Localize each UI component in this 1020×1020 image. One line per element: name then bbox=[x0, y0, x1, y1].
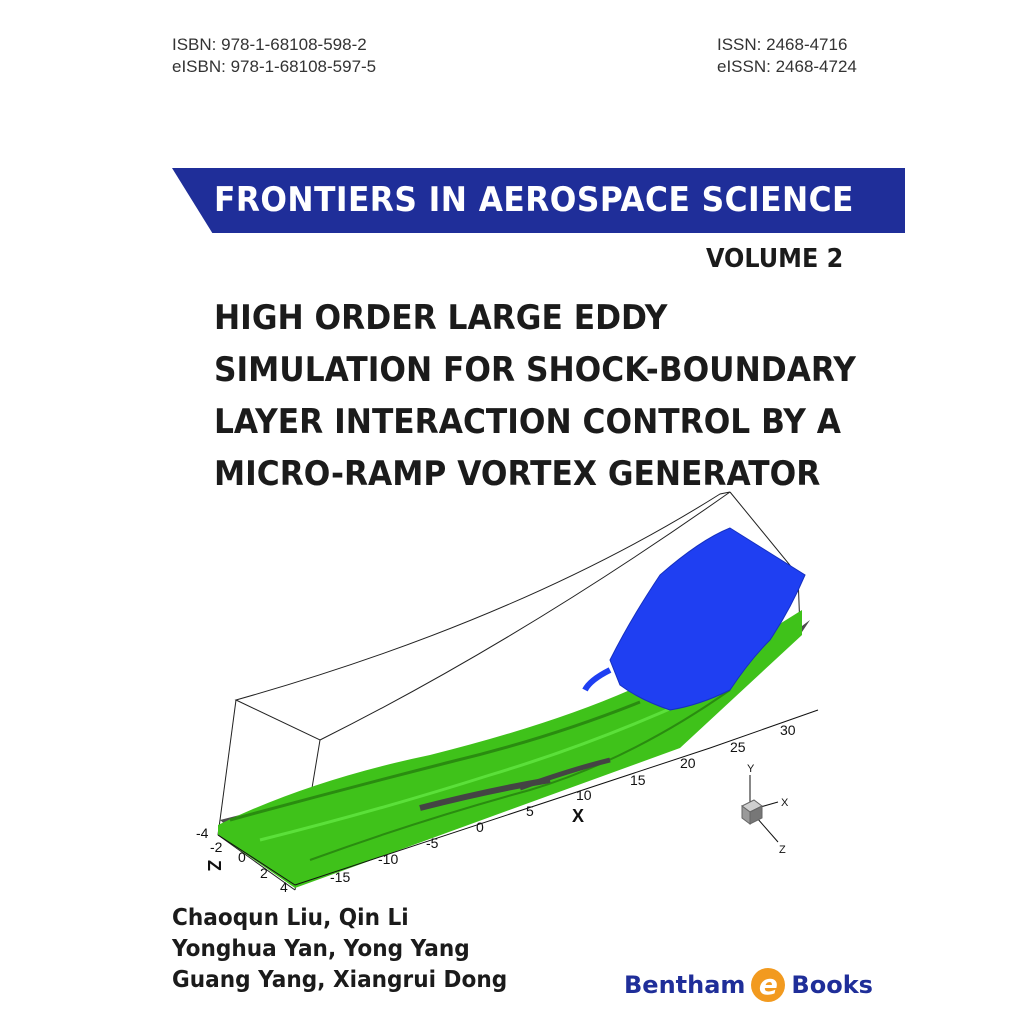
title-line: MICRO-RAMP VORTEX GENERATOR bbox=[214, 454, 821, 494]
title-line: SIMULATION FOR SHOCK-BOUNDARY bbox=[214, 350, 856, 390]
title-line: HIGH ORDER LARGE EDDY bbox=[214, 298, 668, 338]
x-tick: 20 bbox=[680, 755, 696, 771]
x-tick: 15 bbox=[630, 772, 646, 788]
authors bbox=[172, 903, 507, 996]
x-tick: -10 bbox=[378, 851, 399, 867]
x-tick: 30 bbox=[780, 722, 796, 738]
z-tick: 0 bbox=[238, 849, 246, 865]
shock-surface bbox=[610, 528, 805, 710]
eisbn-text: eISBN: 978-1-68108-597-5 bbox=[172, 57, 377, 76]
x-tick: 0 bbox=[476, 819, 484, 835]
z-tick: -4 bbox=[196, 825, 209, 841]
z-axis-letter: Z bbox=[204, 860, 224, 871]
author-line: Guang Yang, Xiangrui Dong bbox=[172, 967, 508, 993]
z-tick: 2 bbox=[260, 865, 268, 881]
isbn-text: ISBN: 978-1-68108-598-2 bbox=[172, 35, 367, 54]
eissn-text: eISSN: 2468-4724 bbox=[717, 57, 857, 76]
publisher-e-icon: e bbox=[751, 968, 785, 1002]
triad-x-label: X bbox=[781, 797, 789, 809]
volume-label: VOLUME 2 bbox=[705, 244, 843, 274]
title-line: LAYER INTERACTION CONTROL BY A bbox=[214, 402, 841, 442]
x-tick: 10 bbox=[576, 787, 592, 803]
issn-text: ISSN: 2468-4716 bbox=[717, 35, 848, 54]
triad-z-label: Z bbox=[779, 844, 786, 856]
x-axis-letter: X bbox=[572, 806, 585, 826]
author-line: Chaoqun Liu, Qin Li bbox=[172, 905, 409, 931]
x-tick: -5 bbox=[426, 835, 439, 851]
z-tick: 4 bbox=[280, 879, 288, 895]
simulation-figure bbox=[190, 490, 830, 900]
axis-triad-icon bbox=[742, 763, 789, 856]
publisher-prefix: Bentham bbox=[624, 971, 746, 999]
x-tick: 5 bbox=[526, 803, 534, 819]
publisher-suffix: Books bbox=[791, 971, 873, 999]
book-title bbox=[214, 292, 856, 500]
z-tick: -2 bbox=[210, 839, 223, 855]
x-tick: 25 bbox=[730, 739, 746, 755]
series-title: FRONTIERS IN AEROSPACE SCIENCE bbox=[214, 180, 854, 220]
triad-y-label: Y bbox=[747, 763, 755, 775]
x-tick: -15 bbox=[330, 869, 351, 885]
issn-block bbox=[717, 34, 857, 78]
isbn-block bbox=[172, 34, 376, 78]
publisher-logo bbox=[624, 964, 873, 1006]
author-line: Yonghua Yan, Yong Yang bbox=[172, 936, 470, 962]
